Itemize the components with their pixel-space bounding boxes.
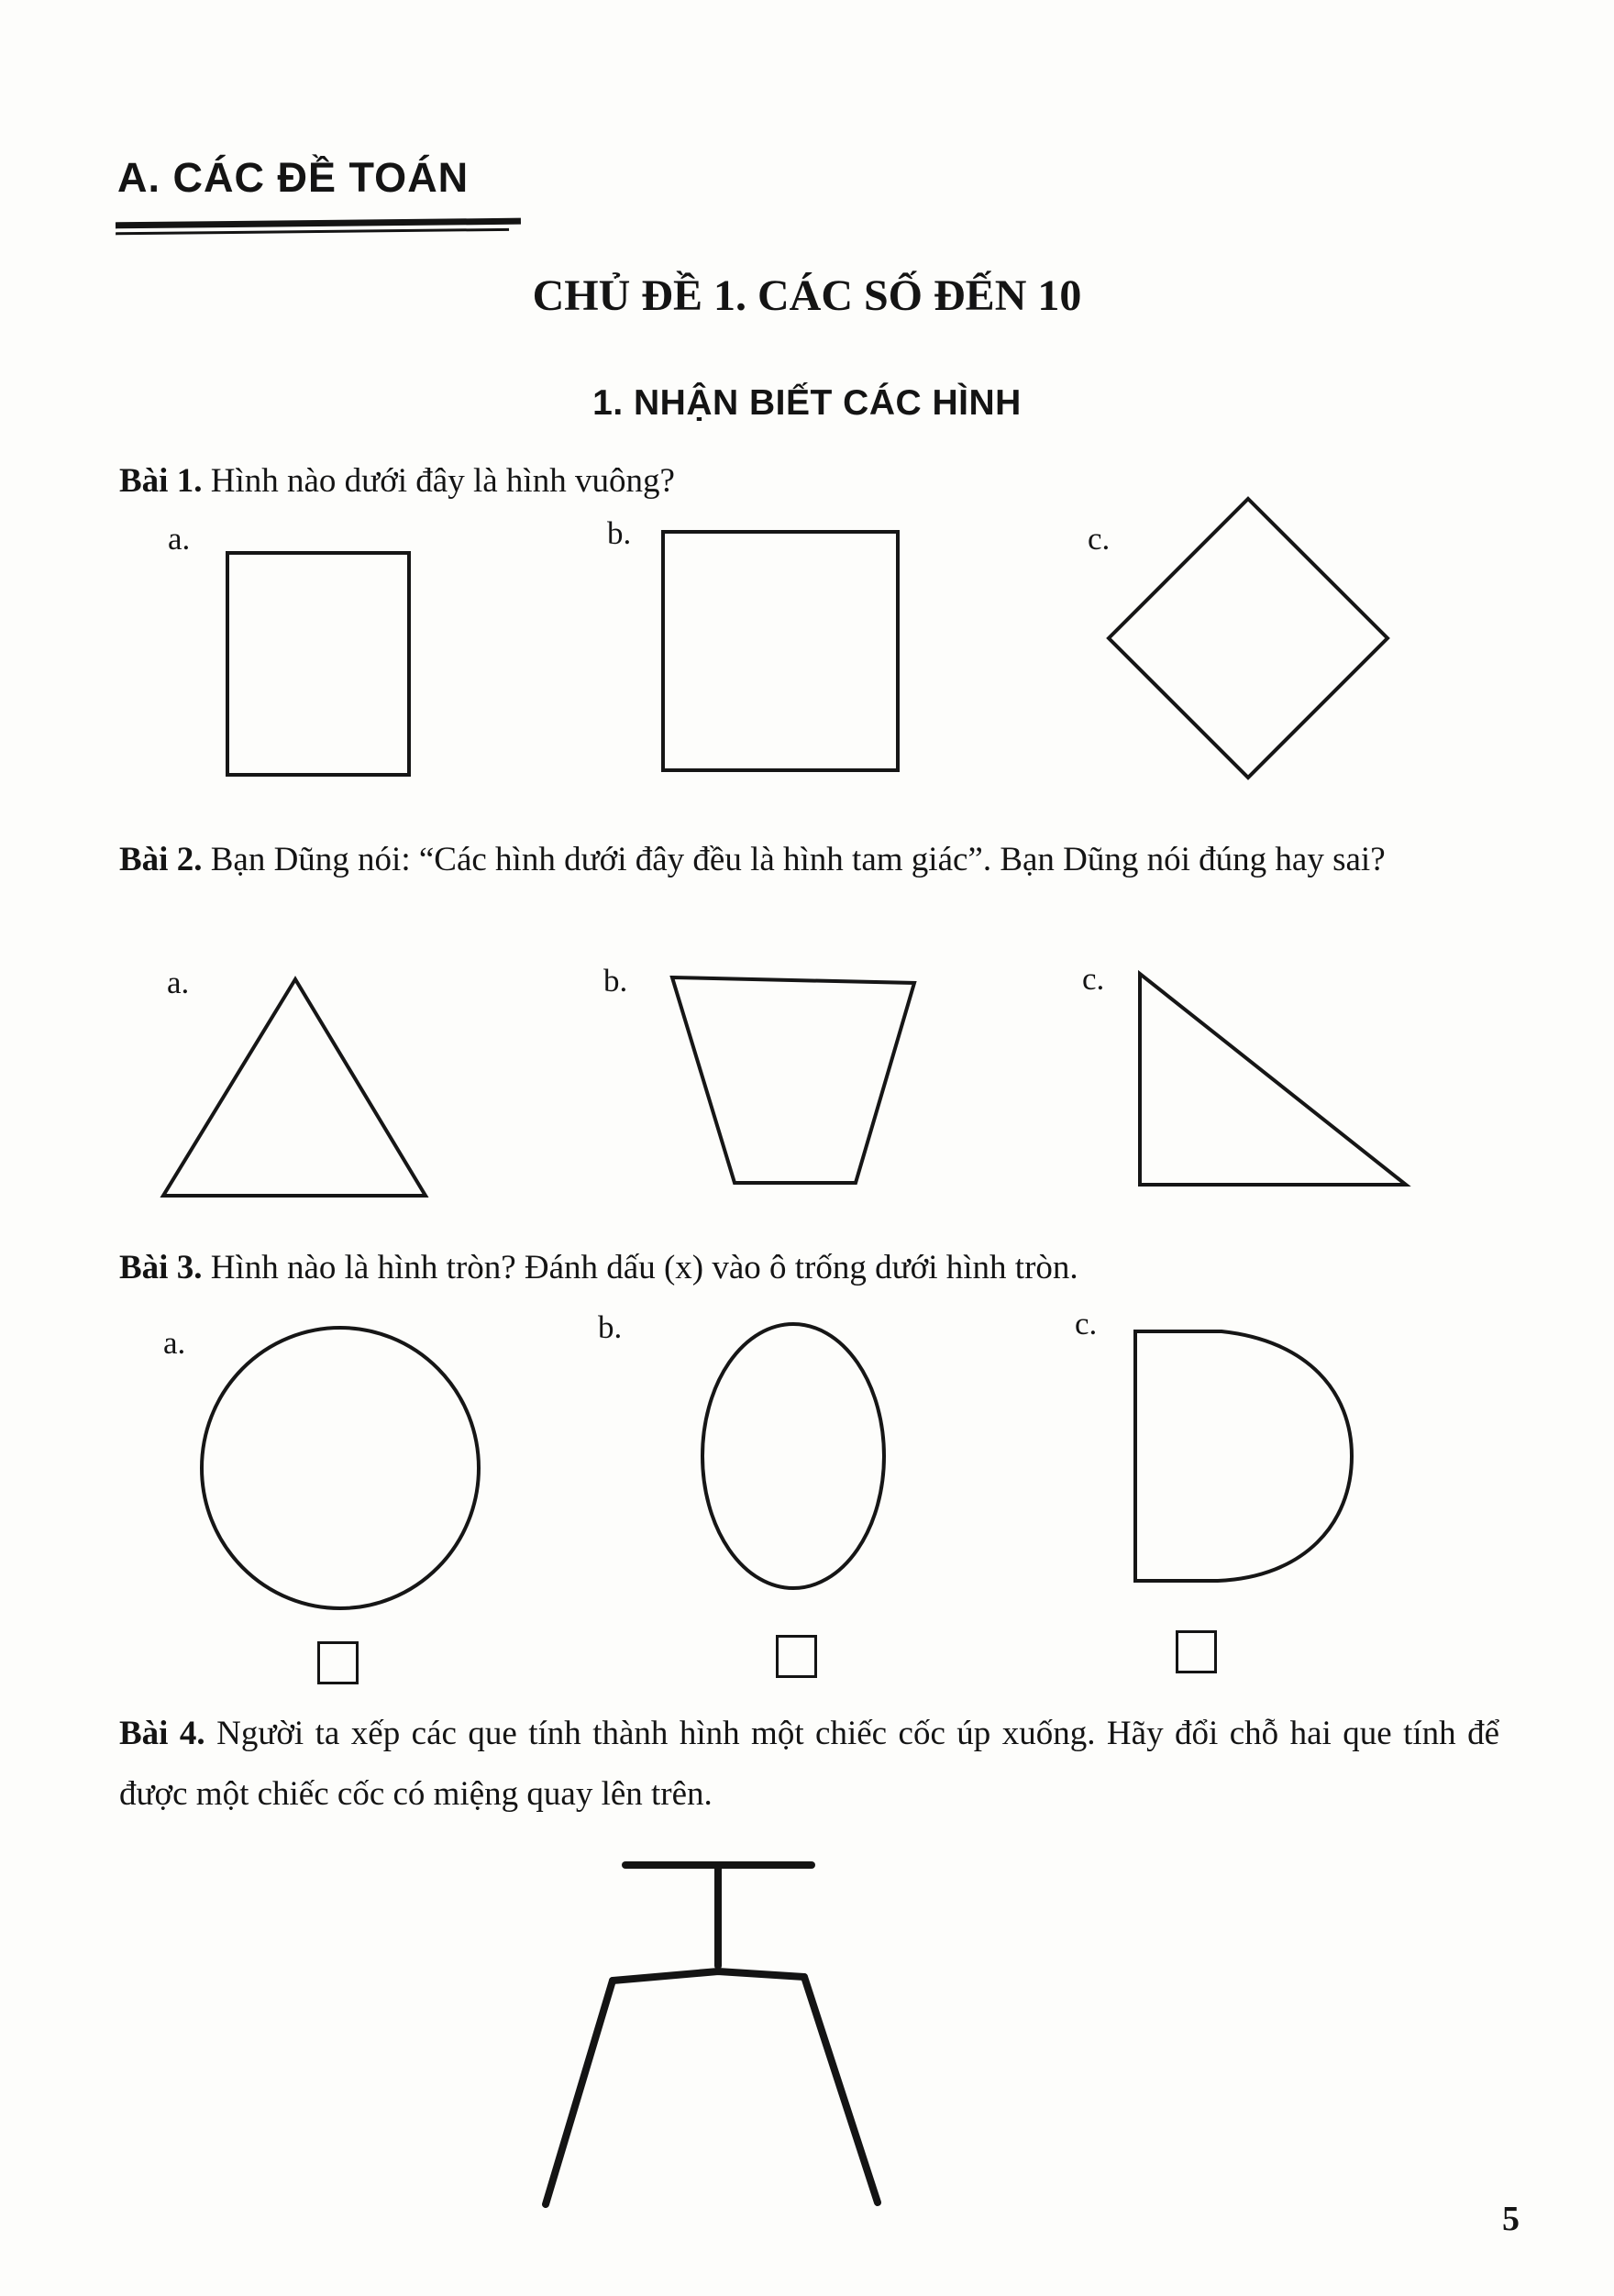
bai3-checkbox-b bbox=[776, 1635, 817, 1678]
problem-2-label: Bài 2. bbox=[119, 841, 203, 878]
problem-1-label: Bài 1. bbox=[119, 462, 203, 500]
header-underline bbox=[116, 218, 521, 236]
ellipse-shape-b bbox=[697, 1319, 890, 1594]
trapezoid-shape-b bbox=[665, 970, 922, 1190]
bai1-option-c-label: c. bbox=[1088, 521, 1111, 557]
circle-shape-a bbox=[196, 1322, 484, 1614]
problem-4-statement bbox=[119, 1704, 1499, 1825]
rectangle-shape-a bbox=[223, 548, 414, 779]
d-shape-c bbox=[1128, 1322, 1359, 1590]
triangle-shape-a bbox=[156, 972, 431, 1203]
problem-2-statement bbox=[119, 830, 1499, 890]
section-header: A. CÁC ĐỀ TOÁN bbox=[117, 154, 470, 201]
bai3-option-c-label: c. bbox=[1075, 1306, 1098, 1341]
section-title: 1. NHẬN BIẾT CÁC HÌNH bbox=[592, 383, 1022, 423]
problem-3-statement bbox=[119, 1238, 1499, 1298]
bai3-option-b-label: b. bbox=[598, 1309, 623, 1345]
bai2-option-c-label: c. bbox=[1082, 961, 1105, 997]
bai2-option-b-label: b. bbox=[603, 963, 628, 999]
bai1-option-b-label: b. bbox=[607, 515, 632, 551]
problem-4-text: Người ta xếp các que tính thành hình một chiếc cốc úp xuống. Hãy đổi chỗ hai que tính để được một chiếc cốc có miệng quay lên trên. bbox=[119, 1715, 1499, 1813]
problem-1-text: Hình nào dưới đây là hình vuông? bbox=[210, 462, 675, 500]
bai3-option-a-label: a. bbox=[163, 1325, 186, 1361]
bai3-checkbox-c bbox=[1176, 1630, 1217, 1673]
problem-4-label: Bài 4. bbox=[119, 1715, 205, 1752]
page-number: 5 bbox=[1502, 2200, 1520, 2238]
problem-3-label: Bài 3. bbox=[119, 1249, 203, 1286]
problem-3-text: Hình nào là hình tròn? Đánh dấu (x) vào ô trống dưới hình tròn. bbox=[210, 1249, 1078, 1286]
bai3-checkbox-a bbox=[317, 1641, 359, 1684]
underline-thin-bar bbox=[116, 228, 509, 235]
bai1-option-a-label: a. bbox=[168, 521, 191, 557]
underline-thick-bar bbox=[116, 218, 521, 229]
chapter-title: CHỦ ĐỀ 1. CÁC SỐ ĐẾN 10 bbox=[532, 271, 1082, 320]
problem-2-text: Bạn Dũng nói: “Các hình dưới đây đều là hình tam giác”. Bạn Dũng nói đúng hay sai? bbox=[210, 841, 1386, 878]
bai2-option-a-label: a. bbox=[167, 965, 190, 1000]
square-shape-b bbox=[658, 527, 902, 775]
right-triangle-shape-c bbox=[1133, 968, 1413, 1192]
diamond-shape-c bbox=[1103, 493, 1393, 783]
matchstick-cup-figure bbox=[509, 1843, 912, 2219]
